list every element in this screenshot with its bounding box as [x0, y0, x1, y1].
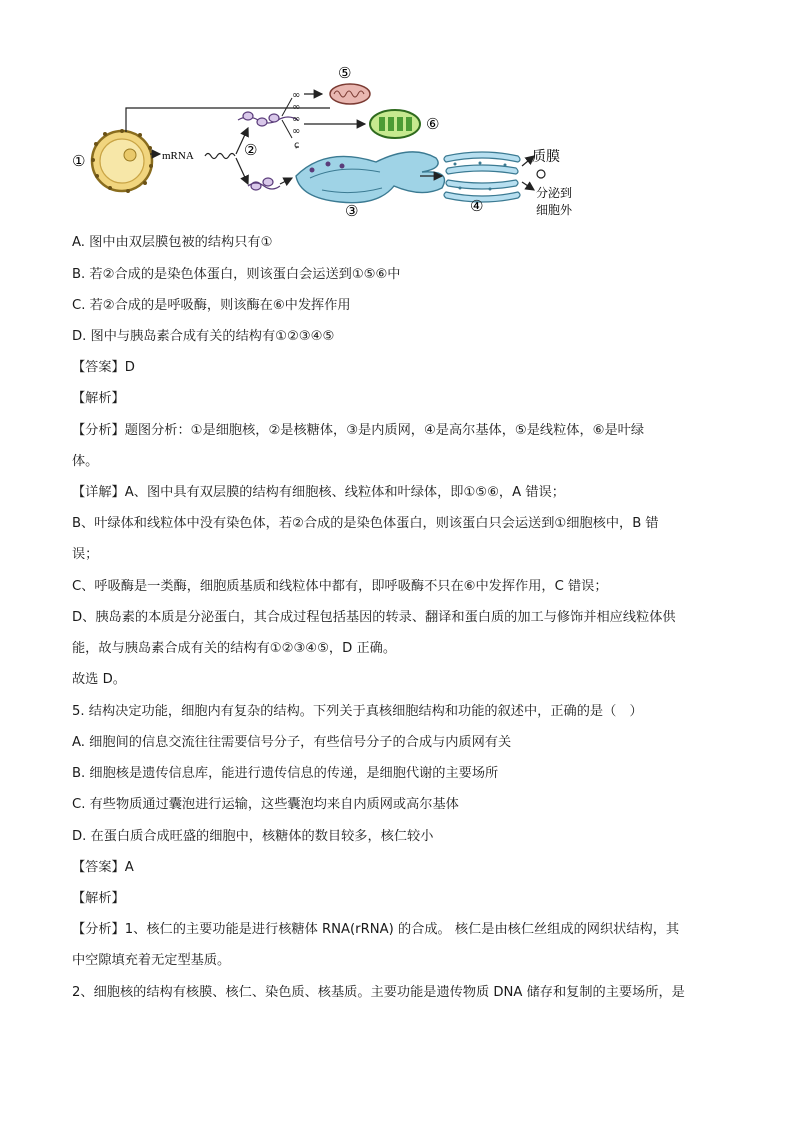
q5-analysis-line: 2、细胞核的结构有核膜、核仁、染色质、核基质。主要功能是遗传物质 DNA 储存和复制的主要场所，是 — [72, 985, 685, 1000]
label-ribosome: ② — [244, 141, 258, 159]
q5-analysis-line: 【分析】1、核仁的主要功能是进行核糖体 RNA(rRNA) 的合成。 核仁是由核仁丝组成的网织状结构，其 — [72, 922, 680, 937]
answer: 【答案】D — [72, 360, 135, 375]
option-a: A. 图中由双层膜包被的结构只有① — [72, 235, 273, 250]
option-b: B. 若②合成的是染色体蛋白，则该蛋白会运送到①⑤⑥中 — [72, 267, 401, 282]
q5-option-a: A. 细胞间的信息交流往往需要信号分子，有些信号分子的合成与内质网有关 — [72, 735, 512, 750]
detail-line: B、叶绿体和线粒体中没有染色体，若②合成的是染色体蛋白，则该蛋白只会运送到①细胞核中，B 错 — [72, 516, 659, 531]
chloroplast — [370, 110, 420, 138]
detail-line: D、胰岛素的本质是分泌蛋白，其合成过程包括基因的转录、翻译和蛋白质的加工与修饰并相应线粒体供 — [72, 610, 676, 625]
endoplasmic-reticulum — [296, 152, 445, 203]
cell-diagram — [60, 58, 700, 228]
option-d: D. 图中与胰岛素合成有关的结构有①②③④⑤ — [72, 329, 335, 344]
svg-text:∞: ∞ — [292, 102, 301, 113]
detail-line: C、呼吸酶是一类酶，细胞质基质和线粒体中都有，即呼吸酶不只在⑥中发挥作用，C 错误； — [72, 579, 608, 594]
detail-line: 误； — [72, 547, 99, 562]
label-golgi: ④ — [470, 197, 484, 215]
mitochondrion — [330, 84, 370, 104]
label-mito: ⑤ — [338, 64, 352, 82]
q5-analysis-line: 中空隙填充着无定型基质。 — [72, 953, 231, 968]
q5-answer: 【答案】A — [72, 860, 134, 875]
question-5: 5. 结构决定功能，细胞内有复杂的结构。下列关于真核细胞结构和功能的叙述中，正确的是（ ） — [72, 704, 643, 719]
analysis-line: 体。 — [72, 454, 99, 469]
detail-line: 能，故与胰岛素合成有关的结构有①②③④⑤，D 正确。 — [72, 641, 397, 656]
q5-analysis-title: 【解析】 — [72, 891, 125, 906]
svg-text:∞: ∞ — [292, 126, 301, 137]
label-membrane: 质膜 — [532, 149, 560, 165]
golgi-apparatus — [444, 152, 520, 202]
svg-text:∞: ∞ — [292, 90, 301, 101]
analysis-line: 【分析】题图分析：①是细胞核，②是核糖体，③是内质网，④是高尔基体，⑤是线粒体，⑥是叶绿 — [72, 423, 645, 438]
option-c: C. 若②合成的是呼吸酶，则该酶在⑥中发挥作用 — [72, 298, 351, 313]
label-mrna: mRNA — [162, 150, 194, 162]
label-chloro: ⑥ — [426, 115, 440, 133]
analysis-title: 【解析】 — [72, 391, 125, 406]
label-nucleus: ① — [72, 152, 86, 170]
bound-ribosomes — [248, 178, 280, 190]
vesicle — [537, 170, 545, 178]
q5-option-d: D. 在蛋白质合成旺盛的细胞中，核糖体的数目较多，核仁较小 — [72, 829, 434, 844]
choice-line: 故选 D。 — [72, 672, 126, 687]
detail-line: 【详解】A、图中具有双层膜的结构有细胞核、线粒体和叶绿体，即①⑤⑥，A 错误； — [72, 485, 565, 500]
free-ribosomes — [238, 112, 301, 126]
svg-text:∞: ∞ — [292, 114, 301, 125]
q5-option-c: C. 有些物质通过囊泡进行运输，这些囊泡均来自内质网或高尔基体 — [72, 797, 459, 812]
label-er: ③ — [345, 202, 359, 220]
label-secrete-2: 细胞外 — [536, 203, 573, 217]
nucleus — [91, 129, 153, 193]
svg-text:ɕ: ɕ — [294, 140, 300, 151]
q5-option-b: B. 细胞核是遗传信息库，能进行遗传信息的传递，是细胞代谢的主要场所 — [72, 766, 499, 781]
label-secrete-1: 分泌到 — [536, 186, 573, 200]
